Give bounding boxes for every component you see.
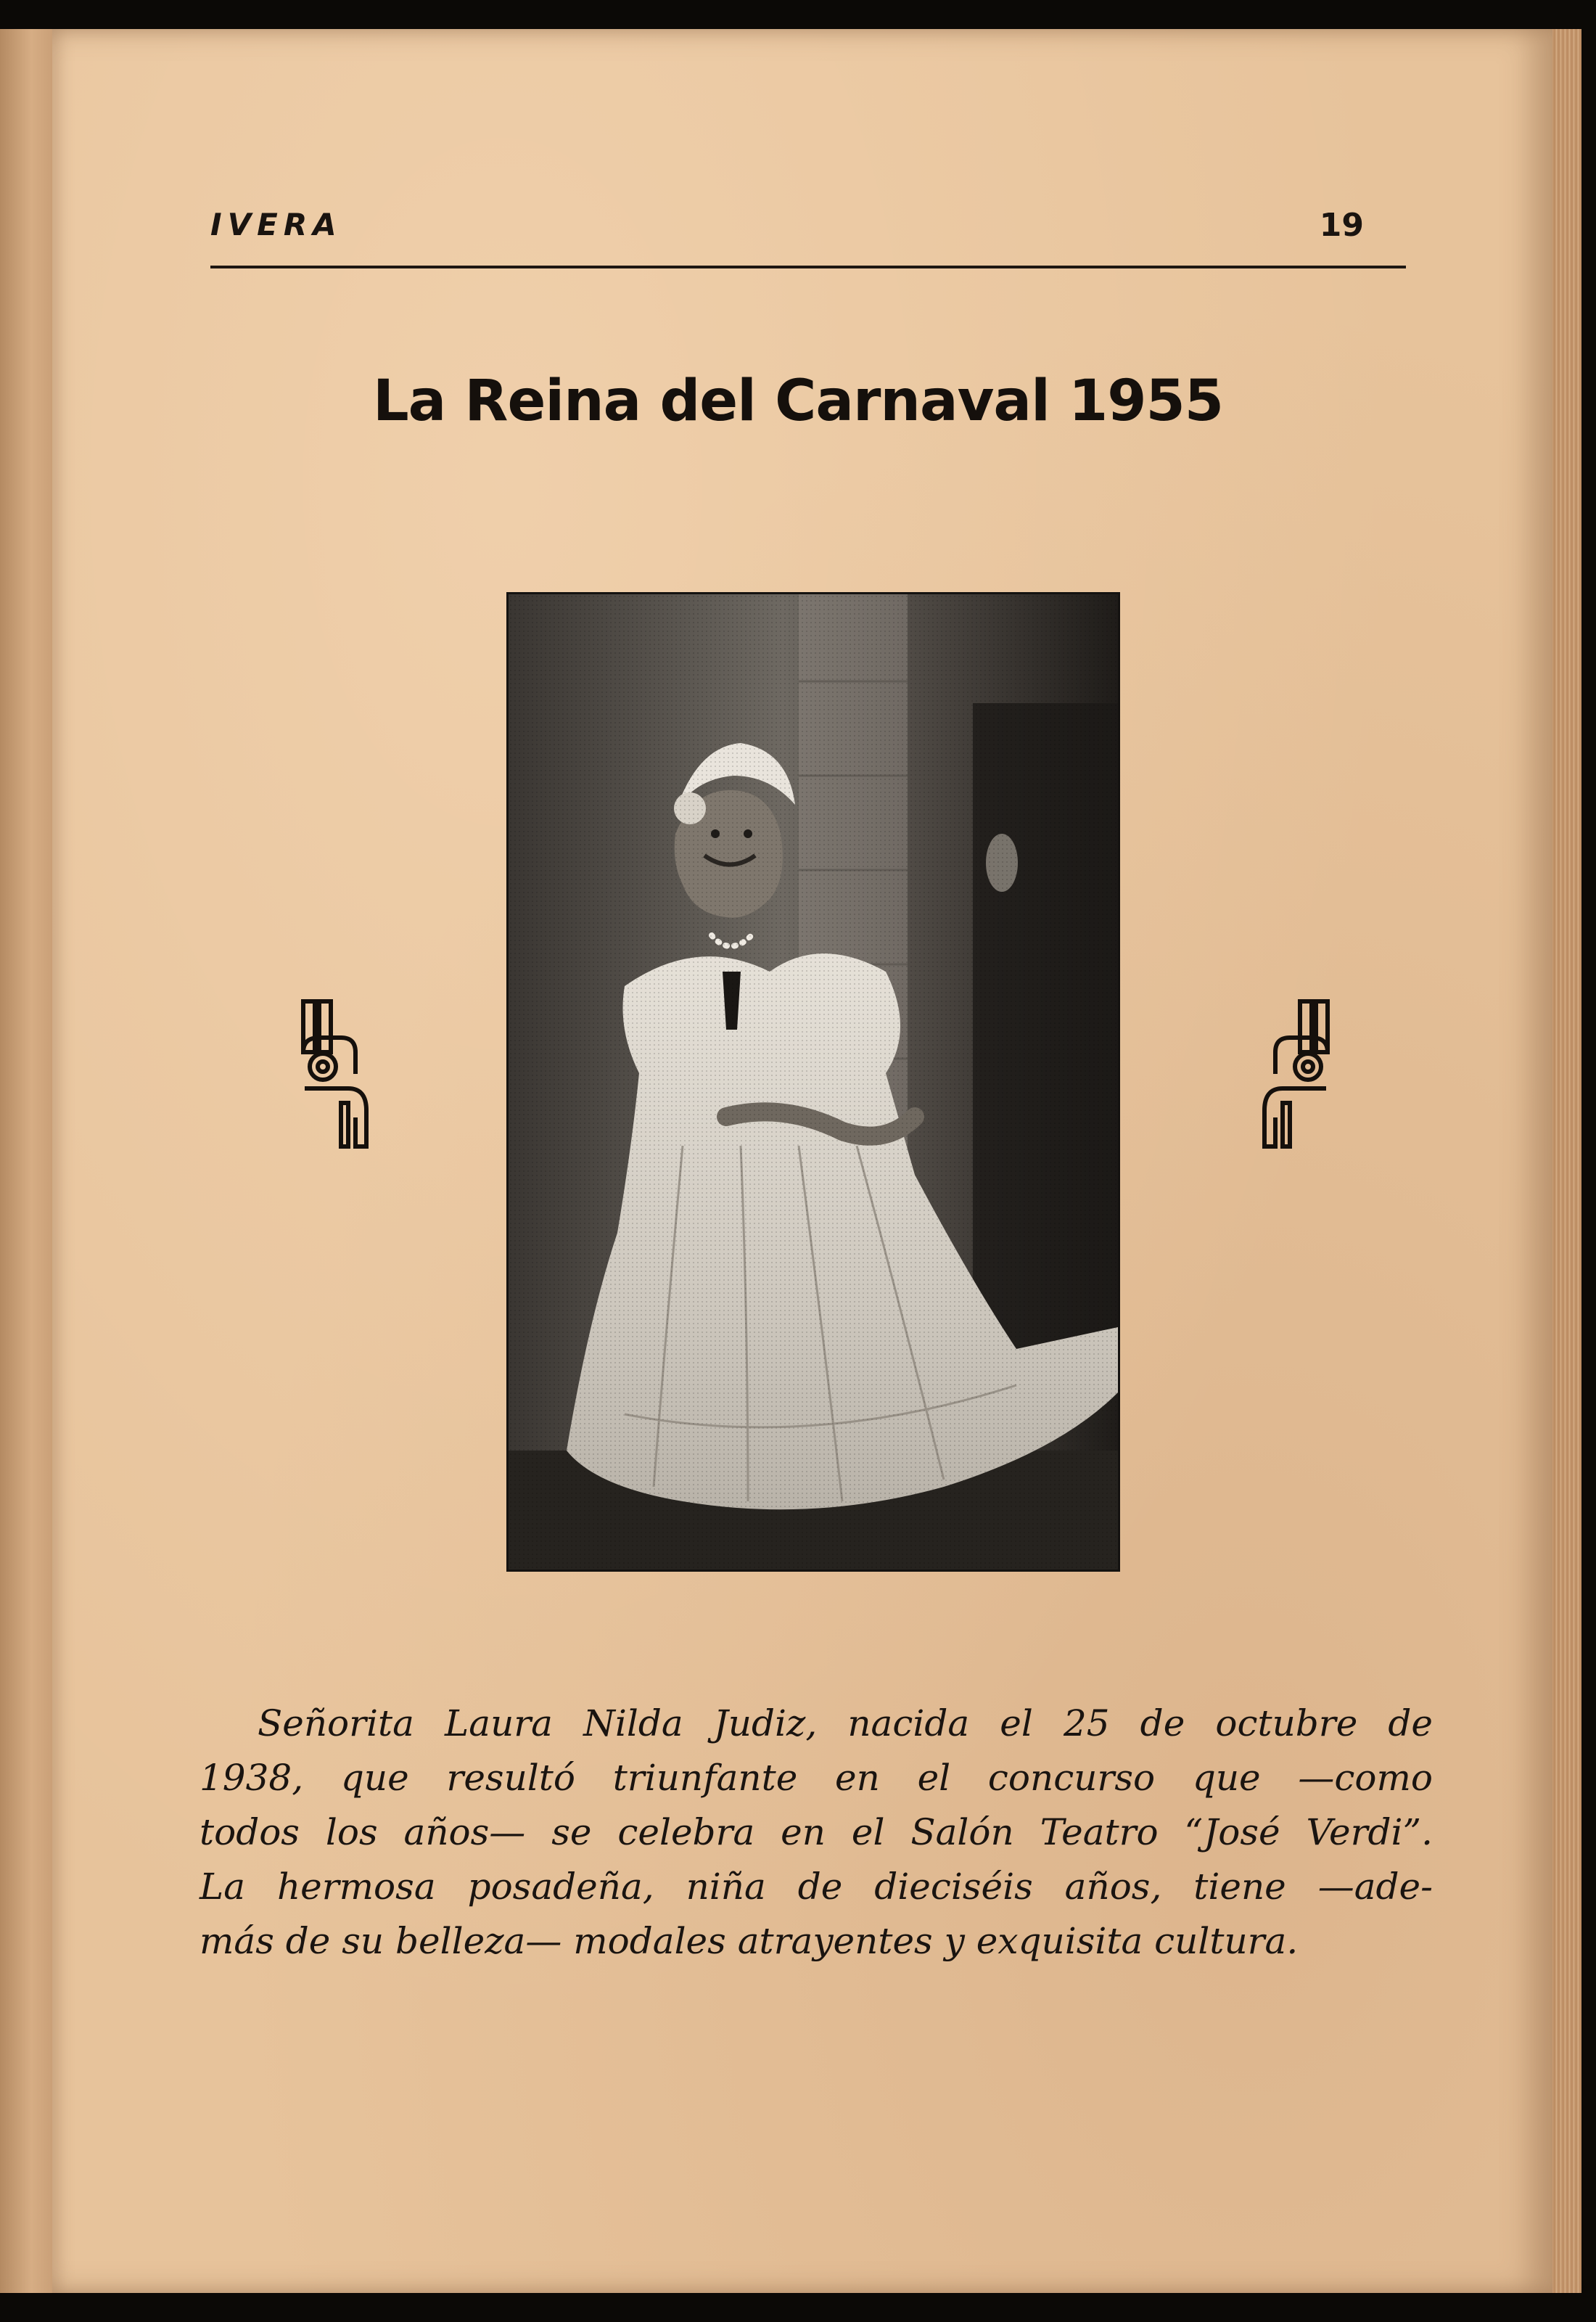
header-rule: [210, 266, 1406, 268]
photo-caption: [200, 1697, 1433, 1969]
caption-line: Señorita Laura Nilda Judiz, nacida el 25 de octubre de: [258, 1702, 1433, 1744]
running-head: IVERA: [210, 207, 342, 242]
page-number: 19: [1319, 207, 1364, 244]
queen-photograph: [506, 592, 1120, 1572]
caption-line: todos los años— se celebra en el Salón Teatro “José Verdi”.: [200, 1811, 1433, 1853]
caption-line: 1938, que resultó triunfante en el concurso que —como: [200, 1757, 1433, 1799]
art-deco-ornament-icon: [1254, 994, 1333, 1154]
caption-line: más de su belleza— modales atrayentes y exquisita cultura.: [200, 1920, 1299, 1962]
caption-line: La hermosa posadeña, niña de dieciséis años, tiene —ade-: [200, 1866, 1433, 1908]
article-title: La Reina del Carnaval 1955: [372, 369, 1224, 434]
photo-illustration: [509, 594, 1118, 1570]
art-deco-ornament-icon: [297, 994, 377, 1154]
halftone-texture: [509, 594, 1118, 1570]
